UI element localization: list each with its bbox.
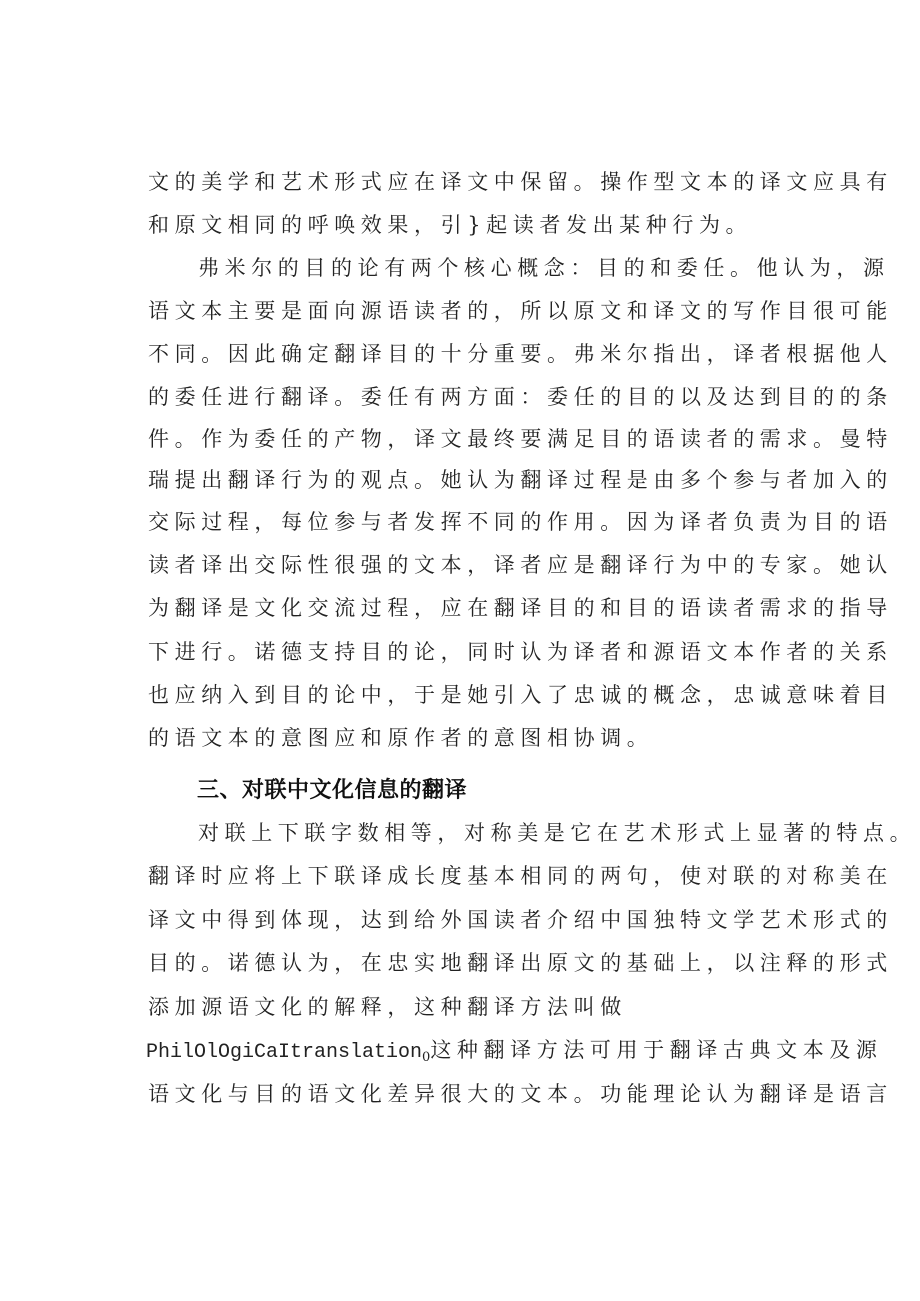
body-text-line: 瑞提出翻译行为的观点。她认为翻译过程是由多个参与者加入的 — [148, 468, 893, 492]
body-text-line: 对联上下联字数相等，对称美是它在艺术形式上显著的特点。 — [198, 821, 917, 845]
body-text-line: 也应纳入到目的论中，于是她引入了忠诚的概念，忠诚意味着目 — [148, 683, 893, 707]
body-text-line: 下进行。诺德支持目的论，同时认为译者和源语文本作者的关系 — [148, 640, 893, 664]
body-text-line: 交际过程，每位参与者发挥不同的作用。因为译者负责为目的语 — [148, 510, 893, 534]
body-text-line: 语文化与目的语文化差异很大的文本。功能理论认为翻译是语言 — [148, 1082, 893, 1106]
latin-line-rest: 这种翻译方法可用于翻译古典文本及源 — [430, 1038, 883, 1062]
latin-term: PhilOlOgiCaItranslation — [146, 1041, 423, 1064]
body-text-line: 语文本主要是面向源语读者的，所以原文和译文的写作目很可能 — [148, 299, 893, 323]
subscript-mark: 0 — [422, 1050, 431, 1065]
section-heading: 三、对联中文化信息的翻译 — [197, 778, 468, 803]
body-text-line: 目的。诺德认为，在忠实地翻译出原文的基础上，以注释的形式 — [148, 951, 893, 975]
body-text-line: 读者译出交际性很强的文本，译者应是翻译行为中的专家。她认 — [148, 553, 893, 577]
body-text-line: 翻译时应将上下联译成长度基本相同的两句，使对联的对称美在 — [148, 864, 893, 888]
body-text-line-latin — [146, 1036, 883, 1064]
body-text-line: 的委任进行翻译。委任有两方面：委任的目的以及达到目的的条 — [148, 385, 893, 409]
body-text-line: 添加源语文化的解释，这种翻译方法叫做 — [148, 995, 627, 1019]
body-text-line: 件。作为委任的产物，译文最终要满足目的语读者的需求。曼特 — [148, 427, 893, 451]
body-text-line: 为翻译是文化交流过程，应在翻译目的和目的语读者需求的指导 — [148, 596, 893, 620]
body-text-line: 和原文相同的呼唤效果，引}起读者发出某种行为。 — [148, 213, 753, 237]
body-text-line: 文的美学和艺术形式应在译文中保留。操作型文本的译文应具有 — [148, 170, 893, 194]
body-text-line: 弗米尔的目的论有两个核心概念：目的和委任。他认为，源 — [198, 256, 890, 280]
body-text-line: 的语文本的意图应和原作者的意图相协调。 — [148, 726, 654, 750]
body-text-line: 不同。因此确定翻译目的十分重要。弗米尔指出，译者根据他人 — [148, 342, 893, 366]
body-text-line: 译文中得到体现，达到给外国读者介绍中国独特文学艺术形式的 — [148, 908, 893, 932]
